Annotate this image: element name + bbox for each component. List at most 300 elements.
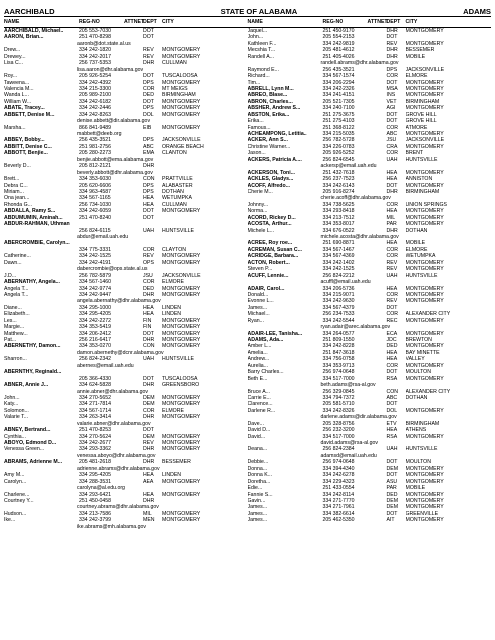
entry-city: MONTGOMERY xyxy=(162,491,201,498)
entry-name: Mecshia T... xyxy=(247,47,276,54)
entry-city: HUNTSVILLE xyxy=(405,272,438,279)
entry-dept: DEM xyxy=(386,504,399,511)
entry-dept: DOT xyxy=(386,111,398,118)
entry-dept: EMA xyxy=(143,150,155,157)
entry-name: ACHEAMPONG, Letitia.. xyxy=(247,131,307,137)
entry-reg-no: 256 824-6545 xyxy=(322,156,355,163)
entry-dept: MIL xyxy=(386,214,396,221)
entry-reg-no: 334 295-4205 xyxy=(79,311,112,318)
entry-dept: DOT xyxy=(143,330,154,337)
entry-city xyxy=(162,163,244,169)
entry-city: MONTGOMERY xyxy=(405,407,444,414)
email-address: annie.abner@dhr.alabama.gov xyxy=(77,388,149,395)
entry-city xyxy=(162,34,244,40)
entry-reg-no: 256 216-6417 xyxy=(79,337,112,343)
entry-name: ACORD, Rickey D... xyxy=(247,214,296,221)
entry-name: Donna... xyxy=(247,465,268,472)
entry-name: Roy... xyxy=(4,73,18,80)
email-address: ackersp@email.uah.edu xyxy=(320,163,377,170)
email-address: cherie.acoff@dhr.alabama.gov xyxy=(320,195,391,202)
entry-city: MONTGOMERY xyxy=(162,343,201,350)
entry-reg-no: 251 981-2756 xyxy=(79,143,112,150)
entry-name: Kathleen F... xyxy=(247,40,277,47)
email-address: abdur@email.uah.edu xyxy=(77,234,129,240)
entry-dept: DHR xyxy=(386,53,398,60)
entry-dept: REC xyxy=(386,317,398,324)
entry-reg-no: 334 242-6182 xyxy=(79,98,112,105)
entry-name: Debra C... xyxy=(4,182,28,189)
entry-city: DOTHAN xyxy=(162,188,184,195)
entry-city: MOULTON xyxy=(405,459,431,466)
entry-reg-no: 334 242-1525 xyxy=(322,266,355,273)
entry-city: BIRMINGHAM xyxy=(405,188,440,195)
entry-dept: MEN xyxy=(143,517,155,524)
entry-reg-no: 251 450-9170 xyxy=(322,28,355,34)
entry-city: MONTGOMERY xyxy=(405,143,444,150)
entry-dept: DOT xyxy=(143,375,154,382)
entry-reg-no: 256 824-2212 xyxy=(322,272,355,279)
col-dept-header: DEPT xyxy=(143,19,157,25)
entry-dept: DEM xyxy=(386,497,399,504)
entry-dept: UAH xyxy=(386,446,398,453)
entry-reg-no: 334 756-0758 xyxy=(322,356,355,363)
entry-name: ABRON, Charles... xyxy=(247,98,293,105)
entry-city: ORANGE BEACH xyxy=(162,143,204,150)
entry-name: ABDUMUMIN, Aminah... xyxy=(4,214,63,221)
col-name-header: NAME xyxy=(4,19,20,25)
entry-name: ABNEY, Bertrand... xyxy=(4,427,51,434)
entry-name: William W... xyxy=(4,98,32,105)
entry-reg-no: 334 288-3531 xyxy=(79,478,112,485)
col-attnet-header: ATTNET xyxy=(124,19,145,25)
entry-name: Aurelia... xyxy=(247,362,268,369)
entry-reg-no: 334 293-8418 xyxy=(322,208,355,215)
entry-dept: EIB xyxy=(143,124,152,131)
entry-reg-no: 256 734-1030 xyxy=(79,201,112,208)
entry-dept: CON xyxy=(143,176,155,183)
entry-dept: COR xyxy=(386,73,399,80)
entry-city: MONTGOMERY xyxy=(162,510,201,517)
entry-dept: VET xyxy=(386,98,397,105)
entry-reg-no: 334 242-6059 xyxy=(79,208,112,215)
entry-city: HUNTSVILLE xyxy=(162,227,194,234)
entry-reg-no: 334 271-7961 xyxy=(322,504,355,511)
entry-reg-no: 334 567-4369 xyxy=(322,253,355,260)
entry-city: TUSCALOOSA xyxy=(162,375,198,382)
entry-reg-no: 205 581-5710 xyxy=(322,401,355,408)
entry-reg-no: 334 517-7000 xyxy=(322,433,355,440)
entry-dept: DHR xyxy=(143,382,155,389)
entry-dept: HEA xyxy=(143,311,154,318)
entry-name: Drewey... xyxy=(4,53,26,60)
entry-dept: HEA xyxy=(386,208,398,215)
entry-dept: DOT xyxy=(386,79,398,86)
entry-name: Valencia M... xyxy=(4,85,34,92)
entry-dept: UAH xyxy=(143,227,154,234)
entry-name: Dawn... xyxy=(4,259,22,266)
entry-reg-no: 334 206-2412 xyxy=(79,330,112,337)
entry-name: David D... xyxy=(247,427,271,434)
entry-name: ADAIR-LEE, Tanisha... xyxy=(247,330,303,337)
entry-reg-no: 205 926-5252 xyxy=(322,150,355,157)
column-header-row xyxy=(4,17,491,28)
entry-city: MONTGOMERY xyxy=(405,433,444,440)
entry-city xyxy=(162,498,244,504)
email-address: beth.adams@rsa-al.gov xyxy=(320,382,376,389)
entry-dept: REV xyxy=(386,259,398,266)
entry-name: Amy M... xyxy=(4,472,25,479)
entry-city: HUNTSVILLE xyxy=(405,446,438,453)
col-reg-header: REG-NO xyxy=(322,19,344,25)
entry-city: HUNTSVILLE xyxy=(162,356,194,363)
col-attnet-header: ATTNET xyxy=(367,19,388,25)
entry-name: ACREE, Roy roe... xyxy=(247,240,293,247)
entry-city: VALLEY xyxy=(405,356,425,363)
email-address: courtney.abrams@dhr.alabama.gov xyxy=(77,504,159,511)
entry-attnet xyxy=(124,125,143,131)
entry-city: MONTGOMERY xyxy=(405,465,444,472)
entry-city: JACKSONVILLE xyxy=(162,137,201,144)
entry-name: ABBETT, Denise M... xyxy=(4,111,55,118)
entry-city: MONTGOMERY xyxy=(405,266,444,273)
entry-dept: AEA xyxy=(143,478,154,485)
entry-city: CLAYTON xyxy=(162,246,187,253)
entry-reg-no: 334 242-3799 xyxy=(79,517,112,524)
entry-city: CULLMAN xyxy=(162,201,187,208)
entry-reg-no: 334 676-0522 xyxy=(322,227,355,234)
entry-reg-no: 334 353-5419 xyxy=(79,324,112,331)
entry-city: LINDEN xyxy=(162,311,182,318)
entry-reg-no: 256 232-3200 xyxy=(322,427,355,434)
entry-city: DOTHAN xyxy=(405,227,428,234)
entry-dept: COR xyxy=(143,85,155,92)
col-dept-header: DEPT xyxy=(386,19,401,25)
entry-name: Christine Warner... xyxy=(247,143,291,150)
entry-name: ABBEY, Bobby... xyxy=(4,137,45,144)
entry-reg-no: 205 280-2273 xyxy=(79,150,112,157)
entry-name: Sharron... xyxy=(4,356,27,363)
entry-reg-no: 334 242-6143 xyxy=(322,182,355,189)
entry-reg-no: 334 242-4191 xyxy=(79,259,112,266)
entry-reg-no: 256 824-6115 xyxy=(79,227,111,234)
entry-city: MONTGOMERY xyxy=(162,98,201,105)
entry-city: MONTGOMERY xyxy=(405,472,444,479)
entry-city: JACKSONVILLE xyxy=(405,137,445,144)
entry-name: Gavin... xyxy=(247,497,266,504)
email-address: ike.abrams@mh.alabama.gov xyxy=(77,523,146,530)
entry-dept: HEA xyxy=(386,356,398,363)
entry-dept: COR xyxy=(143,246,155,253)
entry-reg-no: 334 295-1000 xyxy=(79,304,112,311)
entry-reg-no: 334 293-6421 xyxy=(79,491,112,498)
entry-name: ABERNTHY, Reginald... xyxy=(4,369,62,376)
entry-name: John... xyxy=(4,394,20,401)
entry-dept: REV xyxy=(143,440,154,446)
entry-reg-no: 334 242-8228 xyxy=(322,343,355,350)
entry-dept: DED xyxy=(386,343,398,350)
entry-dept: DEM xyxy=(143,433,155,440)
entry-city: MONTGOMERY xyxy=(162,208,201,215)
entry-reg-no: 334 242-2446 xyxy=(79,105,112,112)
entry-city: GREENVILLE xyxy=(405,510,439,517)
entry-city: MONTGOMERY xyxy=(162,401,201,408)
email-address: ryan.adair@arec.alabama.gov xyxy=(320,324,391,331)
entry-reg-no: 334 242-5544 xyxy=(322,317,355,324)
entry-reg-no: 334 215-3300 xyxy=(79,85,112,92)
entry-name: ADAMS, Ada... xyxy=(247,337,284,343)
entry-dept: CRA xyxy=(386,143,398,150)
email-address: aaronb@dot.state.al.us xyxy=(77,40,131,47)
entry-reg-no: 334 517-7000 xyxy=(322,375,355,382)
entry-reg-no: 334 242-2017 xyxy=(79,53,112,60)
email-address: angela.abernathy@dhr.alabama.gov xyxy=(77,298,161,305)
entry-name: Cherie M... xyxy=(247,188,273,195)
entry-name: Matthew... xyxy=(4,330,28,337)
entry-dept: COR xyxy=(386,311,399,318)
entry-dept: DOT xyxy=(386,459,398,466)
email-address: benjie.abbott@ema.alabama.gov xyxy=(77,156,154,163)
entry-name: Beth E... xyxy=(247,375,268,382)
entry-dept: COR xyxy=(386,362,399,369)
entry-city: MONTGOMERY xyxy=(405,182,444,189)
entry-dept: DHR xyxy=(386,47,398,54)
entry-name: James... xyxy=(247,504,268,511)
entry-name: ABERNETHY, Damon... xyxy=(4,343,61,350)
email-address: beverly.abbott@dhr.alabama.gov xyxy=(77,169,153,176)
entry-name: Cynthia... xyxy=(4,433,26,440)
entry-dept: DPS xyxy=(386,66,398,73)
entry-reg-no: 334 567-1165 xyxy=(79,195,111,202)
entry-dept: HEA xyxy=(386,169,398,176)
entry-city: MONTGOMERY xyxy=(162,285,201,292)
entry-city: ATMORE xyxy=(405,124,428,131)
entry-reg-no: 334 242-9630 xyxy=(322,298,355,305)
entry-city: ELMORE xyxy=(162,279,184,286)
entry-name: AARON, Brian... xyxy=(4,34,44,41)
entry-dept: REV xyxy=(143,253,154,260)
left-column xyxy=(4,28,248,530)
entry-name: ACRIDGE, Barbara... xyxy=(247,253,299,260)
entry-city: MONTGOMERY xyxy=(162,517,201,524)
entry-reg-no: 334 242-2326 xyxy=(322,85,355,92)
entry-reg-no: 334 567-1574 xyxy=(322,73,355,80)
entry-name: ACOFF, Alfredo... xyxy=(247,182,290,189)
entry-reg-no: 334 353-9713 xyxy=(322,362,355,369)
entry-name: Erika... xyxy=(247,118,264,125)
entry-reg-no: 251 405-4026 xyxy=(322,53,355,60)
entry-dept: DPS xyxy=(143,137,154,144)
entry-dept: DEM xyxy=(143,394,155,401)
entry-dept: DOT xyxy=(143,427,154,434)
entry-dept: DOT xyxy=(143,34,154,41)
entry-city: ALEXANDER CITY xyxy=(405,388,451,395)
entry-city: MOBILE xyxy=(405,53,426,60)
entry-dept: REV xyxy=(386,40,398,47)
entry-name: ABDUR-RAHMAN, Uthman xyxy=(4,221,70,228)
entry-city: MONTGOMERY xyxy=(162,330,201,337)
entry-dept: DPS xyxy=(143,188,154,195)
entry-name: ABSTON, Erika... xyxy=(247,111,290,118)
entry-dept: DOT xyxy=(386,510,398,517)
entry-name: ABATE, Tracey... xyxy=(4,105,45,112)
entry-city: MONTGOMERY xyxy=(162,253,201,260)
entry-name: Michael... xyxy=(247,311,270,318)
entry-reg-no: 334 242-6278 xyxy=(322,472,355,479)
entry-dept: COR xyxy=(386,246,399,253)
entry-city: BIRMINGHAM xyxy=(162,92,196,99)
entry-city: ATHENS xyxy=(405,427,427,434)
entry-city: MONTGOMERY xyxy=(162,337,201,343)
entry-reg-no: 334 271-7814 xyxy=(79,401,112,408)
entry-city: MT MEIGS xyxy=(162,85,188,92)
entry-name: Amelia... xyxy=(247,349,268,356)
entry-city: WETUMPKA xyxy=(162,195,192,202)
entry-city: MONTGOMERY xyxy=(405,259,444,266)
entry-name: ACKLES, Gladys... xyxy=(247,176,294,183)
entry-city: BAY MINETTE xyxy=(405,349,440,356)
entry-dept: HEA xyxy=(386,349,398,356)
entry-name: Ryan... xyxy=(247,317,264,324)
entry-name: Edie... xyxy=(247,485,263,492)
page-header xyxy=(4,6,491,17)
entry-reg-no: 334 242-1402 xyxy=(322,259,355,266)
entry-dept: DOT xyxy=(386,304,398,311)
entry-dept: CON xyxy=(386,388,399,395)
entry-city: MONTGOMERY xyxy=(162,124,201,131)
entry-reg-no: 334 242-8326 xyxy=(322,407,355,414)
entry-name: Charlene... xyxy=(4,491,30,498)
entry-reg-no: 334 242-8263 xyxy=(79,111,112,118)
entry-name: Jaquel... xyxy=(247,28,268,34)
entry-name: Johnny... xyxy=(247,201,269,208)
entry-city: CLANTON xyxy=(162,150,187,157)
entry-city: MONTGOMERY xyxy=(405,362,444,369)
entry-city: MONTGOMERY xyxy=(162,433,201,440)
entry-name: Margie... xyxy=(4,324,25,331)
entry-name: J.D... xyxy=(4,272,17,279)
entry-name: Hudson... xyxy=(4,510,27,517)
entry-dept: COR xyxy=(386,291,399,298)
entry-name: ABDALLA, Ramy S... xyxy=(4,208,56,215)
entry-dept: HEA xyxy=(143,491,154,498)
entry-dept: DHR xyxy=(143,459,155,466)
entry-dept: ABC xyxy=(386,131,398,137)
entry-reg-no: 334 567-1460 xyxy=(79,279,112,286)
entry-reg-no: 205 620-6606 xyxy=(79,182,112,189)
email-address: randell.abrams@dhr.alabama.gov xyxy=(320,60,399,67)
entry-reg-no: 251 433-0554 xyxy=(322,485,355,492)
entry-reg-no: 251 432-7618 xyxy=(322,169,355,176)
entry-city: MONTGOMERY xyxy=(405,491,444,498)
entry-name: Barry Charles... xyxy=(247,369,284,376)
entry-dept: DPS xyxy=(143,182,154,189)
entry-name: Angela T... xyxy=(4,285,29,292)
entry-name: Ike... xyxy=(4,517,16,524)
entry-city: GREENSBORO xyxy=(162,382,200,389)
entry-dept: DED xyxy=(143,92,154,99)
entry-city: MONTGOMERY xyxy=(162,414,201,421)
entry-reg-no: 334 242-9774 xyxy=(79,285,112,292)
entry-dept: ECA xyxy=(386,330,398,337)
entry-reg-no: 334 567-1714 xyxy=(79,407,112,414)
entry-name: Solomon... xyxy=(4,407,29,414)
email-address: adrienne.abrams@dhr.alabama.gov xyxy=(77,465,160,472)
entry-name xyxy=(4,228,79,234)
entry-reg-no: 334 213-7512 xyxy=(322,214,355,221)
entry-reg-no: 251 450-0458 xyxy=(79,497,112,504)
entry-city: MONTGOMERY xyxy=(405,105,444,112)
email-address: abernes@email.uah.edu xyxy=(77,362,134,369)
entry-dept: RSA xyxy=(386,375,398,382)
col-city-header: CITY xyxy=(162,19,174,25)
entry-name: Katy... xyxy=(4,401,19,408)
entry-city: TUSCALOOSA xyxy=(162,73,198,80)
entry-dept: JSU xyxy=(386,137,397,144)
entry-city: MONTGOMERY xyxy=(162,291,201,298)
column-header-left xyxy=(4,17,248,27)
entry-dept: COR xyxy=(386,253,399,260)
entry-city: MONTGOMERY xyxy=(162,317,201,324)
entry-dept: DOT xyxy=(143,208,154,215)
entry-name: Angela T... xyxy=(4,291,29,298)
entry-dept: PAR xyxy=(386,485,397,492)
entry-reg-no: 205 989-2100 xyxy=(79,92,112,99)
entry-reg-no: 251 470-8240 xyxy=(79,214,112,221)
entry-city: MONTGOMERY xyxy=(162,111,201,118)
entry-dept: DOT xyxy=(143,98,154,105)
entry-name: Amber L... xyxy=(247,343,272,350)
entry-dept: AGI xyxy=(386,105,396,112)
entry-reg-no: 251 275-3675 xyxy=(322,111,355,118)
entry-dept: DPS xyxy=(143,79,154,86)
entry-reg-no: 334 242-1820 xyxy=(79,47,112,54)
entry-dept: DOL xyxy=(386,407,398,414)
entry-dept: OPS xyxy=(143,259,154,266)
entry-dept: PAR xyxy=(386,221,397,228)
entry-city: UNION SPRINGS xyxy=(405,201,448,208)
entry-city: MONTGOMERY xyxy=(405,298,444,305)
entry-reg-no: 334 271-7770 xyxy=(322,497,355,504)
entry-reg-no: 205 916-8274 xyxy=(322,188,355,195)
entry-name: Steven P... xyxy=(247,266,273,273)
entry-reg-no: 256 329-0845 xyxy=(322,388,355,395)
entry-city: MONTGOMERY xyxy=(162,324,201,331)
entry-reg-no: 334 353-8017 xyxy=(322,221,355,228)
entry-city: MONTGOMERY xyxy=(405,214,444,221)
entry-city: MOULTON xyxy=(405,369,431,376)
entry-city: WETUMPKA xyxy=(405,253,436,260)
entry-city: BESSEMER xyxy=(405,47,435,54)
entry-name: Catherine... xyxy=(4,253,31,260)
entry-dept: RSA xyxy=(386,433,398,440)
entry-name: Beverly D... xyxy=(4,163,31,170)
entry-dept: DHR xyxy=(143,337,155,343)
entry-name: Bruce A... xyxy=(247,388,270,395)
entry-name: Venessa Green... xyxy=(4,446,45,453)
entry-reg-no: 205 481-4612 xyxy=(322,47,355,54)
entry-dept: HEA xyxy=(386,427,398,434)
entry-reg-no: 251 809-1550 xyxy=(322,337,355,343)
entry-reg-no: 256 824-2384 xyxy=(322,446,355,453)
email-address: venessa.aboyo@dhr.alabama.gov xyxy=(77,452,156,459)
entry-reg-no: 251 368-8122 xyxy=(322,124,355,131)
entry-dept: INS xyxy=(386,92,396,99)
entry-dept: FIN xyxy=(143,317,152,324)
entry-reg-no: 334 270-5624 xyxy=(79,433,112,440)
entry-reg-no: 334 242-2677 xyxy=(79,440,112,446)
entry-dept: DHR xyxy=(386,188,398,195)
entry-dept: HEA xyxy=(143,472,154,479)
